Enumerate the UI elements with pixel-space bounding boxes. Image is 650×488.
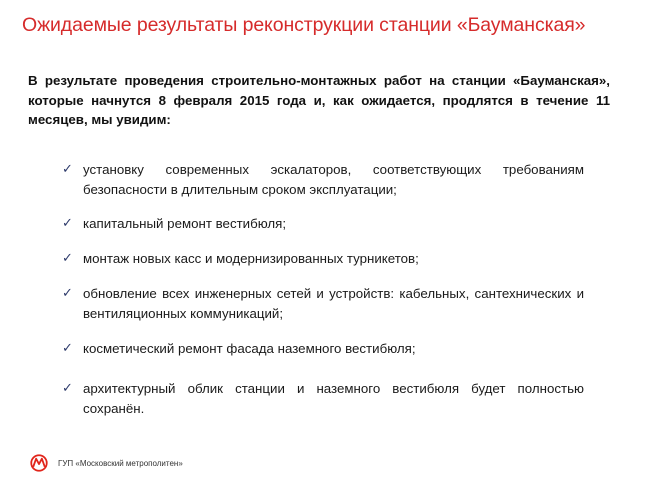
list-item bbox=[62, 339, 584, 359]
list-item-text: монтаж новых касс и модернизированных турникетов; bbox=[83, 251, 419, 266]
checkmark-icon: ✓ bbox=[62, 340, 73, 355]
slide-title: Ожидаемые результаты реконструкции станции «Бауманская» bbox=[22, 14, 586, 36]
list-item bbox=[62, 284, 584, 324]
metro-logo-icon bbox=[30, 454, 48, 472]
results-list bbox=[62, 160, 584, 419]
checkmark-icon: ✓ bbox=[62, 250, 73, 265]
list-item bbox=[62, 214, 584, 234]
list-item bbox=[62, 160, 584, 200]
list-item-text: косметический ремонт фасада наземного вестибюля; bbox=[83, 341, 416, 356]
list-item-text: установку современных эскалаторов, соответствующих требованиям безопасности в длительным сроком эксплуатации; bbox=[83, 162, 584, 197]
checkmark-icon: ✓ bbox=[62, 380, 73, 395]
intro-paragraph: В результате проведения строительно-монтажных работ на станции «Бауманская», которые начнутся 8 февраля 2015 года и, как ожидается, продлятся в течение 11 месяцев, мы увидим: bbox=[28, 73, 610, 127]
checkmark-icon: ✓ bbox=[62, 215, 73, 230]
list-item-text: обновление всех инженерных сетей и устройств: кабельных, сантехнических и вентиляционных коммуникаций; bbox=[83, 286, 584, 321]
list-item bbox=[62, 379, 584, 419]
checkmark-icon: ✓ bbox=[62, 161, 73, 176]
list-item-text: архитектурный облик станции и наземного вестибюля будет полностью сохранён. bbox=[83, 381, 584, 416]
checkmark-icon: ✓ bbox=[62, 285, 73, 300]
list-item bbox=[62, 249, 584, 269]
list-item-text: капитальный ремонт вестибюля; bbox=[83, 216, 287, 231]
footer bbox=[30, 454, 183, 472]
footer-organization: ГУП «Московский метрополитен» bbox=[58, 458, 183, 468]
